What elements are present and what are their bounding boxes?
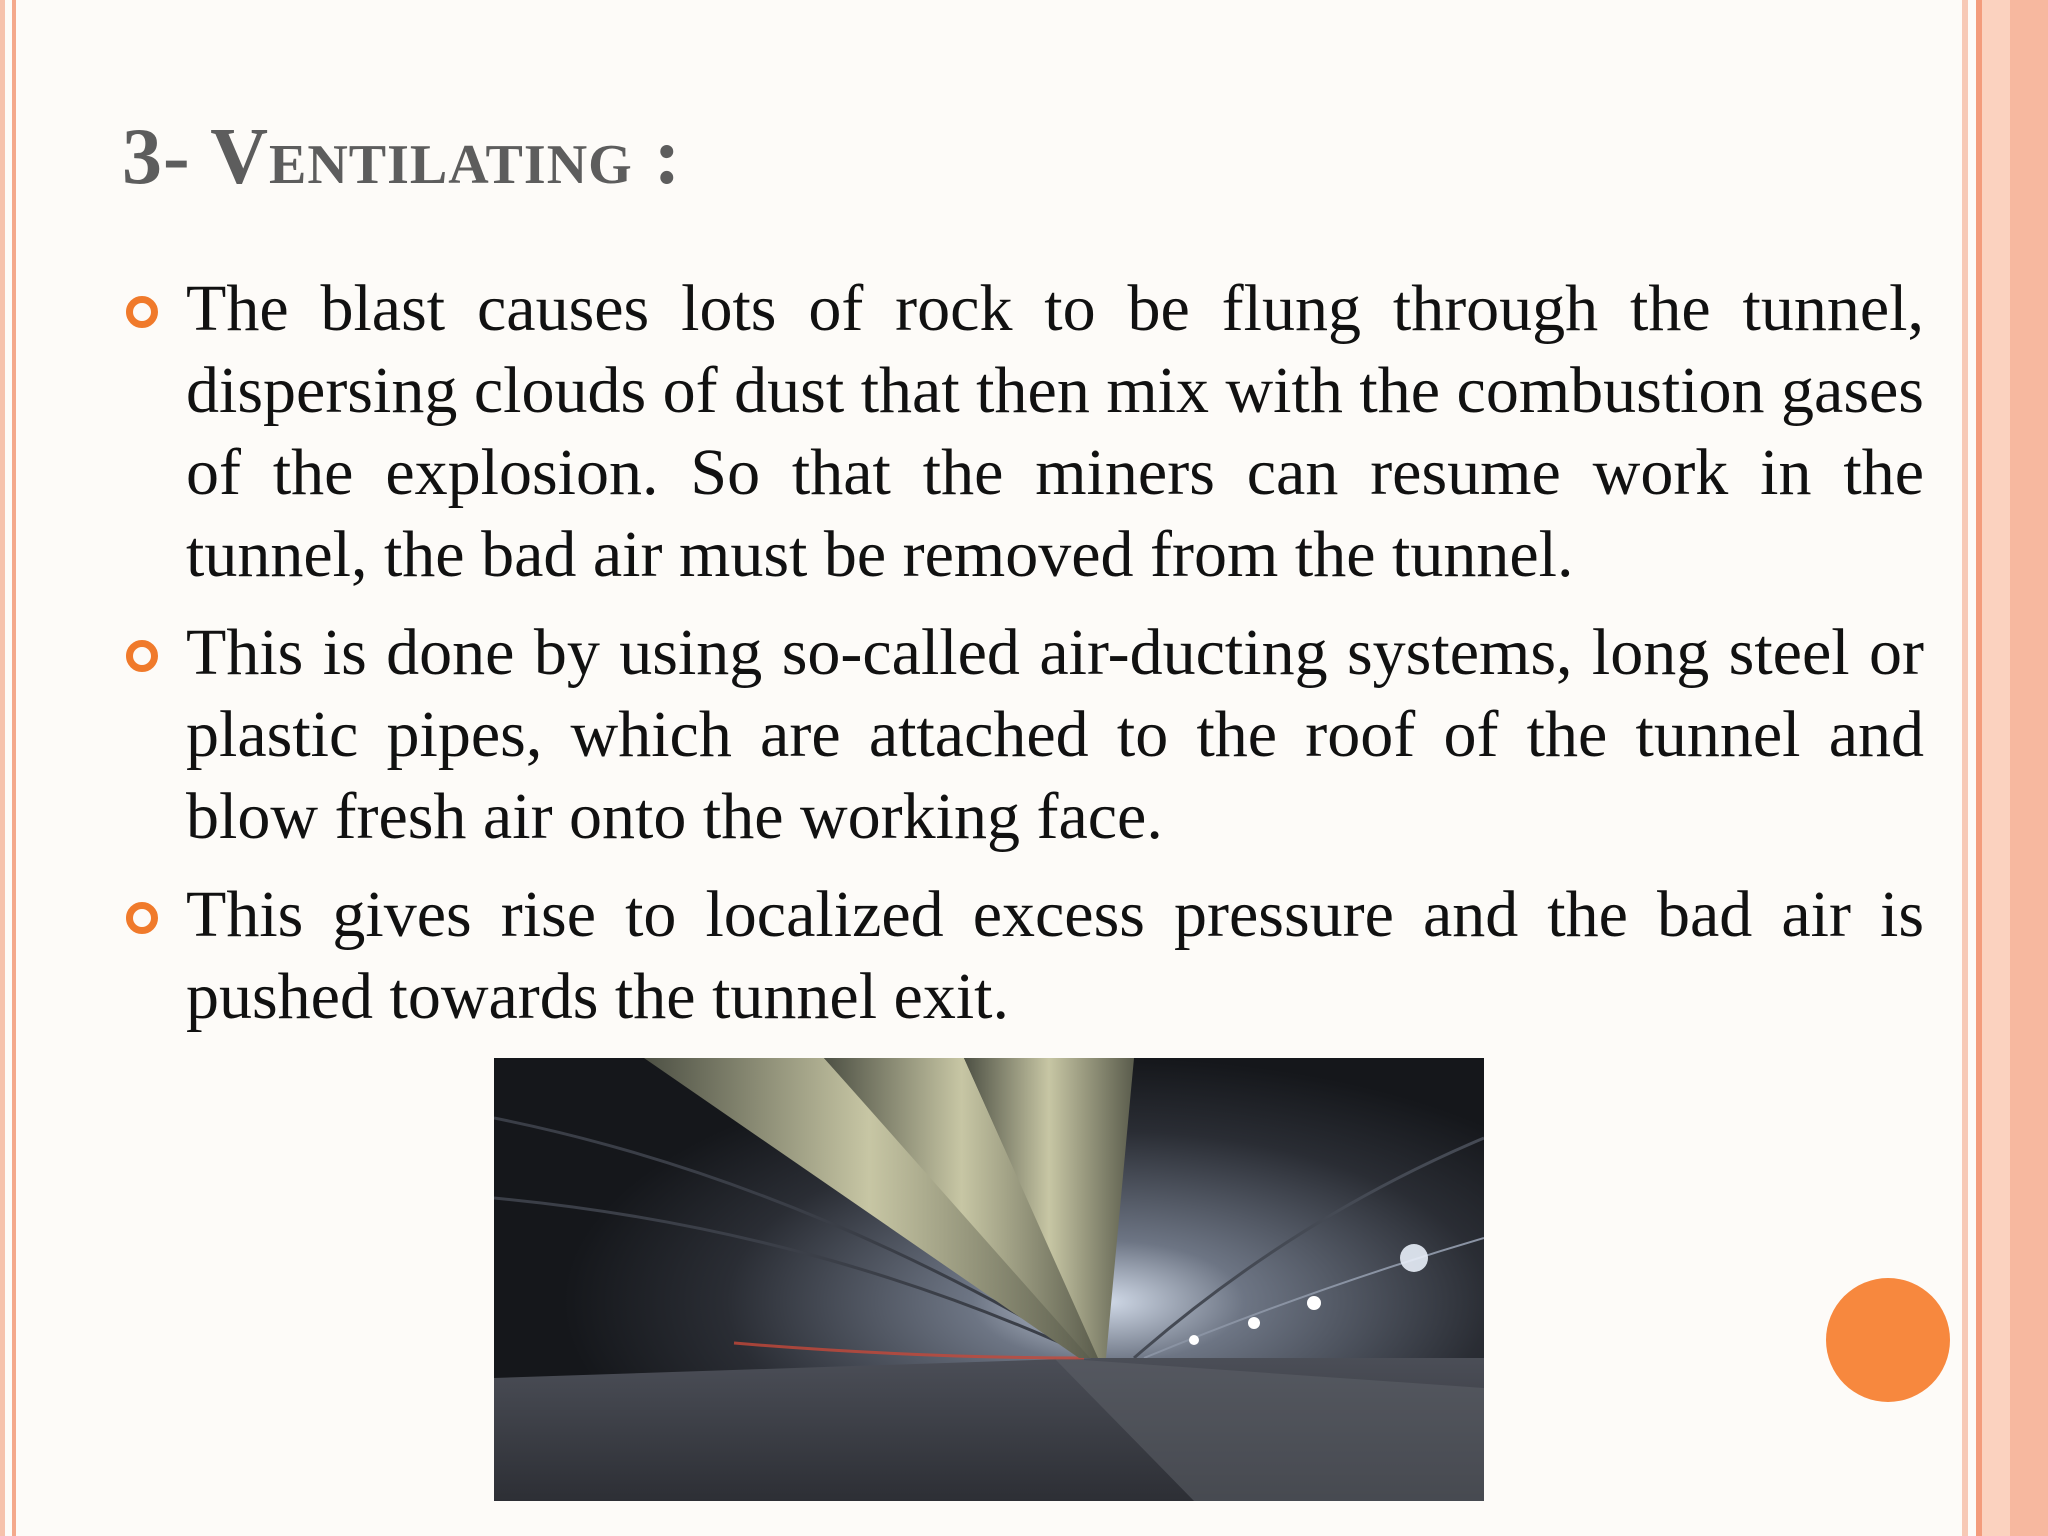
left-border-line <box>0 0 5 1536</box>
tunnel-illustration <box>494 1058 1484 1501</box>
slide-title: 3- Ventilating : <box>122 113 682 201</box>
bullet-item <box>126 612 1924 858</box>
bullet-text: This is done by using so-called air-ducting systems, long steel or plastic pipes, which are attached to the roof of the tunnel and blow fresh air onto the working face. <box>186 616 1924 853</box>
bullet-ring-icon <box>126 296 158 328</box>
bullet-item <box>126 268 1924 596</box>
bullet-ring-icon <box>126 902 158 934</box>
tunnel-photo <box>494 1058 1484 1501</box>
left-border-line-inner <box>12 0 16 1536</box>
right-border-strip <box>2010 0 2048 1536</box>
bullet-text: The blast causes lots of rock to be flung through the tunnel, dispersing clouds of dust that then mix with the combustion gases of the explosion. So that the miners can resume work in the tunnel, the bad air must be removed from the tunnel. <box>186 272 1924 591</box>
right-border-line <box>1962 0 1968 1536</box>
bullet-ring-icon <box>126 640 158 672</box>
decorative-orange-circle <box>1826 1278 1950 1402</box>
bullet-text: This gives rise to localized excess pressure and the bad air is pushed towards the tunnel exit. <box>186 878 1924 1033</box>
right-border-line-accent <box>1976 0 1982 1536</box>
bullet-item <box>126 874 1924 1038</box>
bullet-list <box>126 268 1924 1054</box>
